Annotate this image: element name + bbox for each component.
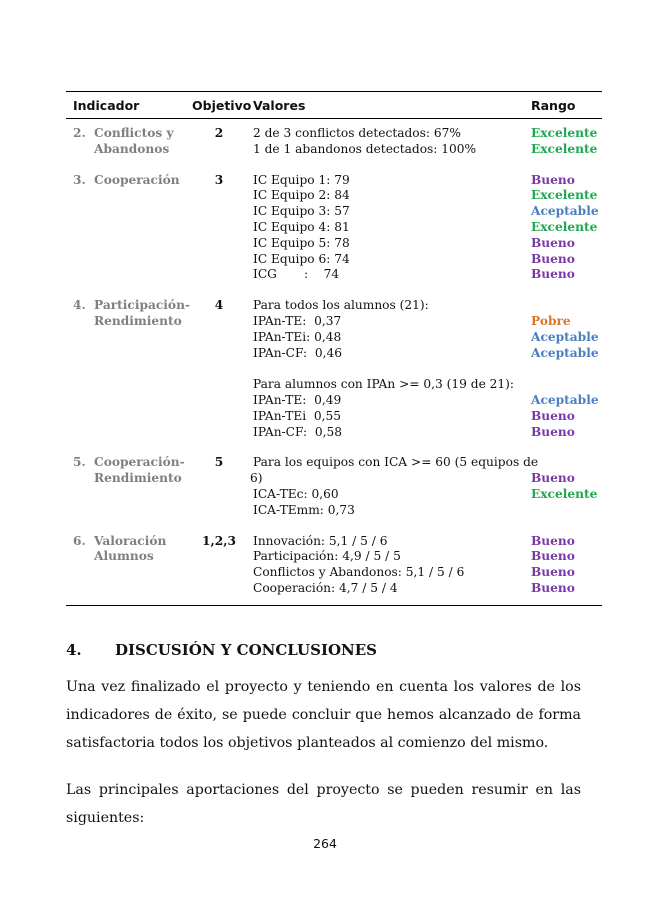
table-row	[66, 448, 602, 526]
rating-badge: Aceptable	[531, 204, 599, 219]
indicator-name-line: Participación-	[94, 298, 190, 313]
header-rango: Rango	[531, 98, 576, 113]
rating-badge	[531, 298, 599, 314]
value-line: Para alumnos con IPAn >= 0,3 (19 de 21):	[253, 377, 515, 392]
rating-badge: Bueno	[531, 580, 575, 595]
header-indicador: Indicador	[73, 98, 140, 113]
rating-badge: Pobre	[531, 313, 571, 328]
rating-cell	[531, 173, 599, 284]
table-row	[66, 291, 602, 448]
objective-number: 5	[214, 455, 224, 470]
table-row	[66, 166, 602, 292]
rating-badge	[531, 455, 597, 471]
value-line: 6)	[250, 471, 263, 486]
rating-cell	[531, 298, 599, 440]
value-line: Participación: 4,9 / 5 / 5	[253, 549, 401, 564]
indicator-name	[94, 126, 174, 158]
results-table	[66, 91, 602, 606]
value-line: 2 de 3 conflictos detectados: 67%	[253, 126, 461, 140]
value-line: Innovación: 5,1 / 5 / 6	[253, 533, 388, 548]
indicator-name-line: Rendimiento	[94, 471, 182, 486]
values-cell	[253, 173, 350, 284]
rating-badge: Bueno	[531, 251, 575, 266]
indicator-name-line: Abandonos	[94, 141, 170, 156]
value-line: ICG : 74	[253, 267, 340, 282]
page-number: 264	[313, 836, 337, 851]
table-row	[66, 119, 602, 166]
indicator-name-line: Rendimiento	[94, 313, 182, 328]
rating-badge: Excelente	[531, 486, 598, 501]
rating-badge: Aceptable	[531, 392, 599, 407]
value-line: Cooperación: 4,7 / 5 / 4	[253, 580, 398, 595]
value-line: IC Equipo 1: 79	[253, 172, 350, 187]
rating-badge: Bueno	[531, 235, 575, 250]
value-line: Conflictos y Abandonos: 5,1 / 5 / 6	[253, 565, 465, 580]
value-line: 1 de 1 abandonos detectados: 100%	[253, 141, 477, 156]
rating-badge: Excelente	[531, 188, 598, 203]
value-line: Para los equipos con ICA >= 60 (5 equipos de	[253, 455, 539, 470]
section-number: 4.	[66, 641, 82, 659]
value-line: IC Equipo 5: 78	[253, 235, 350, 250]
values-cell	[253, 126, 476, 158]
rating-badge: Aceptable	[531, 329, 599, 344]
rating-cell	[531, 534, 575, 597]
indicator-name-line: Conflictos y	[94, 126, 174, 140]
rating-badge: Bueno	[531, 408, 575, 423]
rating-badge: Bueno	[531, 471, 575, 486]
value-line: IPAn-TE: 0,37	[253, 313, 342, 328]
value-line: IC Equipo 4: 81	[253, 219, 350, 234]
rating-badge	[531, 377, 599, 393]
value-line: IC Equipo 2: 84	[253, 188, 350, 203]
value-line: IC Equipo 6: 74	[253, 251, 350, 266]
rating-cell	[531, 126, 597, 158]
value-line: IPAn-TEi 0,55	[253, 408, 342, 423]
indicator-name	[94, 298, 190, 330]
value-line: ICA-TEc: 0,60	[253, 486, 339, 501]
indicator-number: 3.	[73, 172, 86, 187]
rating-badge: Excelente	[531, 219, 598, 234]
header-objetivo: Objetivo	[192, 98, 252, 113]
value-line: ICA-TEmm: 0,73	[253, 502, 355, 517]
rating-badge: Bueno	[531, 549, 575, 564]
objective-number: 3	[214, 172, 224, 187]
rating-badge: Bueno	[531, 424, 575, 439]
rating-badge: Bueno	[531, 172, 575, 187]
indicator-name-line: Valoración	[94, 533, 167, 548]
table-row	[66, 527, 602, 605]
value-line	[253, 361, 514, 377]
rating-cell	[531, 455, 597, 518]
value-line: IPAn-CF: 0,58	[253, 424, 343, 439]
value-line: IPAn-TE: 0,49	[253, 392, 342, 407]
values-cell	[253, 298, 514, 440]
indicator-number: 2.	[73, 126, 86, 140]
rating-badge: Bueno	[531, 533, 575, 548]
indicator-name-line: Alumnos	[94, 549, 154, 564]
rating-badge: Bueno	[531, 565, 575, 580]
table-body	[66, 119, 602, 605]
indicator-number: 4.	[73, 298, 86, 313]
indicator-name-line: Cooperación-	[94, 455, 185, 470]
table-header	[66, 92, 602, 119]
values-cell	[250, 455, 539, 518]
values-cell	[253, 534, 464, 597]
indicator-number: 5.	[73, 455, 86, 470]
rating-badge: Bueno	[531, 267, 575, 282]
value-line: Para todos los alumnos (21):	[253, 298, 429, 313]
indicator-name	[94, 173, 180, 189]
rating-badge	[531, 503, 597, 519]
value-line: IPAn-CF: 0,46	[253, 345, 343, 360]
section-title: DISCUSIÓN Y CONCLUSIONES	[115, 641, 378, 659]
paragraph-aportaciones: Las principales aportaciones del proyecto se pueden resumir en las siguientes:	[66, 782, 581, 826]
indicator-name-line: Cooperación	[94, 172, 180, 187]
paragraph-conclusion: Una vez finalizado el proyecto y teniendo en cuenta los valores de los indicadores de éxito, se puede concluir que hemos alcanzado de forma satisfactoria todos los objetivos planteados al comienzo del mismo.	[66, 679, 581, 751]
rating-badge: Excelente	[531, 141, 598, 156]
rating-badge: Excelente	[531, 126, 598, 140]
objective-number: 4	[214, 298, 224, 313]
indicator-name	[94, 534, 166, 566]
rating-badge: Aceptable	[531, 345, 599, 360]
value-line: IC Equipo 3: 57	[253, 204, 350, 219]
objective-number: 2	[214, 126, 224, 140]
indicator-number: 6.	[73, 533, 86, 548]
header-valores: Valores	[253, 98, 306, 113]
value-line: IPAn-TEi: 0,48	[253, 329, 342, 344]
objective-number: 1,2,3	[202, 533, 236, 548]
rating-badge	[531, 361, 599, 377]
indicator-name	[94, 455, 185, 487]
